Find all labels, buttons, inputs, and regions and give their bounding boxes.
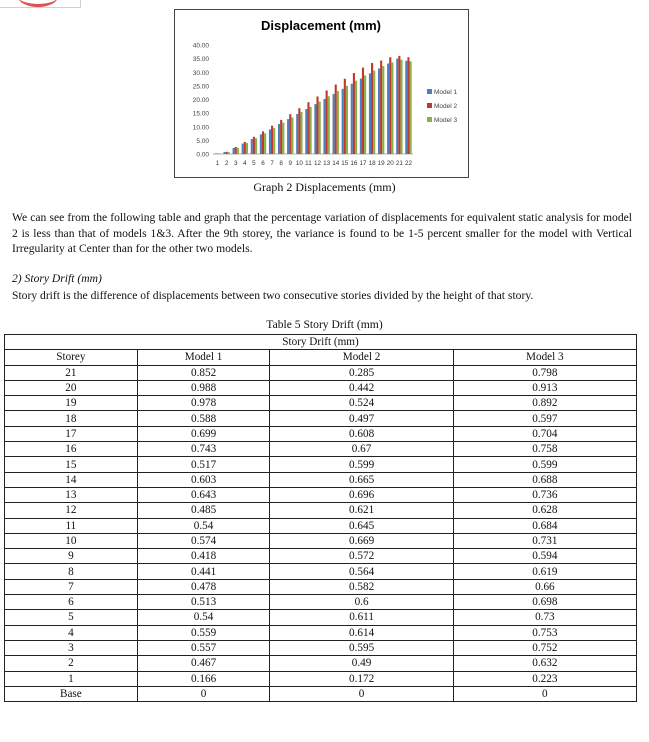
bar-model-2 [289,114,291,154]
chart-legend [427,89,458,124]
table-cell: 13 [5,487,138,502]
table-cell: 18 [5,411,138,426]
table-cell: 0.852 [137,365,270,380]
x-tick-label: 21 [395,160,403,167]
x-tick-label: 22 [404,160,412,167]
table-cell: 0.73 [453,610,636,625]
table-cell: 11 [5,518,138,533]
bar-model-2 [344,79,346,154]
table-cell: 0 [270,686,453,701]
y-tick-label: 0.00 [196,151,209,159]
bar-model-3 [337,91,339,154]
bar-model-1 [342,89,344,154]
table-row [5,595,637,610]
table-cell: 0.892 [453,396,636,411]
table-cell: 0.645 [270,518,453,533]
y-tick-label: 20.00 [192,97,209,104]
table-cell: 0.66 [453,579,636,594]
bar-model-1 [387,64,389,154]
table-row [5,487,637,502]
x-tick-label: 6 [261,160,265,167]
x-tick-label: 19 [377,160,385,167]
bar-model-3 [300,112,302,154]
table-body [5,365,637,702]
x-tick-label: 20 [386,160,394,167]
table-cell: 8 [5,564,138,579]
table-cell: 0.582 [270,579,453,594]
bar-model-1 [269,129,271,154]
table-row [5,610,637,625]
legend-swatch [427,89,432,94]
table-cell: 0.441 [137,564,270,579]
x-tick-label: 18 [368,160,376,167]
bar-model-3 [400,60,402,154]
table-cell: 2 [5,656,138,671]
bar-model-2 [271,126,273,154]
bar-model-1 [351,84,353,154]
table-row [5,380,637,395]
table-cell: 21 [5,365,138,380]
table-cell: 0.497 [270,411,453,426]
bar-model-3 [228,152,230,154]
table-cell: 0.736 [453,487,636,502]
bar-model-3 [246,143,248,154]
table-row [5,579,637,594]
bar-model-2 [226,152,228,154]
table-merged-header: Story Drift (mm) [5,335,637,350]
y-tick-label: 15.00 [192,110,209,118]
table-row [5,671,637,686]
table-cell: 0 [137,686,270,701]
bar-model-3 [237,148,239,154]
table-row [5,365,637,380]
column-header-model-1: Model 1 [137,350,270,365]
table-cell: 0.467 [137,656,270,671]
table-cell: 0.524 [270,396,453,411]
bar-model-3 [282,123,284,154]
table-cell: 0.599 [270,457,453,472]
table-cell: 0.608 [270,426,453,441]
table-cell: 0.594 [453,549,636,564]
bar-model-2 [398,56,400,154]
displacement-chart [174,9,469,178]
bar-model-2 [407,57,409,154]
column-header-model-3: Model 3 [453,350,636,365]
table-cell: 19 [5,396,138,411]
table-cell: 0.49 [270,656,453,671]
table-cell: 16 [5,442,138,457]
bar-model-3 [373,71,375,154]
bar-model-2 [298,108,300,154]
bar-model-3 [310,107,312,154]
legend-swatch [427,103,432,108]
bar-model-1 [296,114,298,154]
table-cell: 0.557 [137,640,270,655]
table-cell: 3 [5,640,138,655]
bar-series [214,56,411,154]
table-cell: 0.418 [137,549,270,564]
bar-model-2 [307,102,309,154]
bar-model-2 [262,131,264,154]
table-cell: 0.285 [270,365,453,380]
bar-model-3 [273,128,275,154]
table-cell: 0.632 [453,656,636,671]
x-tick-label: 5 [252,160,256,167]
y-tick-label: 35.00 [192,56,209,64]
x-tick-label: 3 [233,160,238,167]
bar-model-3 [328,96,330,154]
table-cell: 6 [5,595,138,610]
bar-model-3 [346,86,348,154]
table-title: Table 5 Story Drift (mm) [266,318,383,331]
table-cell: 0.988 [137,380,270,395]
story-drift-table [4,334,637,702]
table-cell: 0.6 [270,595,453,610]
bar-model-2 [316,97,318,155]
table-cell: 0.574 [137,533,270,548]
bar-model-2 [362,68,364,154]
table-cell: 10 [5,533,138,548]
bar-model-2 [335,85,337,154]
bar-model-1 [260,134,262,154]
table-cell: 4 [5,625,138,640]
table-cell: 0.485 [137,503,270,518]
paragraph-story-drift-definition: Story drift is the difference of displacements between two consecutive stories divided by the height of that story. [12,289,534,302]
table-cell: 15 [5,457,138,472]
table-cell: 0.731 [453,533,636,548]
table-row [5,518,637,533]
x-tick-label: 1 [215,160,220,167]
chart-title: Displacement (mm) [261,18,381,33]
x-tick-label: 2 [224,160,229,167]
table-cell: 0.166 [137,671,270,686]
table-cell: 0.564 [270,564,453,579]
bar-model-3 [255,138,257,154]
table-cell: 0.704 [453,426,636,441]
table-cell: 0.588 [137,411,270,426]
bar-model-1 [360,79,362,154]
bar-model-2 [235,147,237,154]
table-row [5,472,637,487]
bar-model-3 [364,76,366,154]
legend-label: Model 3 [434,117,458,124]
table-cell: 0.669 [270,533,453,548]
graph-caption: Graph 2 Displacements (mm) [253,180,396,194]
bar-model-3 [264,133,266,154]
table-row [5,640,637,655]
bar-model-2 [253,137,255,154]
table-row [5,503,637,518]
table-cell: 0.603 [137,472,270,487]
table-cell: 0.478 [137,579,270,594]
table-cell: 0.513 [137,595,270,610]
table-cell: 0.684 [453,518,636,533]
table-cell: 7 [5,579,138,594]
bar-model-3 [410,61,412,154]
table-cell: 0.614 [270,625,453,640]
table-row [5,549,637,564]
table-cell: 5 [5,610,138,625]
table-row [5,686,637,701]
bar-model-1 [314,104,316,154]
table-cell: 0.628 [453,503,636,518]
table-row [5,396,637,411]
chart-canvas [175,10,468,177]
bar-model-2 [244,142,246,154]
bar-model-1 [369,73,371,154]
bar-model-3 [391,62,393,154]
table-cell: 0.978 [137,396,270,411]
bar-model-2 [371,63,373,154]
x-tick-label: 11 [305,160,312,167]
table-cell: Base [5,686,138,701]
table-cell: 0.595 [270,640,453,655]
bar-model-2 [216,153,218,154]
x-tick-label: 8 [279,160,283,167]
section-heading-story-drift: 2) Story Drift (mm) [12,272,102,285]
table-row [5,625,637,640]
x-tick-label: 13 [323,160,331,167]
table-cell: 0.753 [453,625,636,640]
table-cell: 0.619 [453,564,636,579]
bar-model-1 [287,119,289,154]
table-cell: 0.643 [137,487,270,502]
x-tick-label: 4 [243,160,247,167]
y-tick-label: 25.00 [192,83,209,91]
table-cell: 9 [5,549,138,564]
y-tick-label: 40.00 [192,42,209,50]
bar-model-1 [323,99,325,154]
table-cell: 0 [453,686,636,701]
bar-model-1 [223,152,225,154]
table-row [5,564,637,579]
table-cell: 0.599 [453,457,636,472]
x-tick-label: 10 [295,160,303,167]
bar-model-3 [355,81,357,154]
y-axis [193,43,210,159]
bar-model-1 [405,61,407,154]
table-cell: 0.913 [453,380,636,395]
bar-model-2 [389,57,391,154]
bar-model-1 [242,144,244,154]
table-cell: 0.758 [453,442,636,457]
bar-model-1 [278,124,280,154]
x-tick-label: 12 [314,160,322,167]
y-tick-label: 10.00 [192,124,209,132]
table-cell: 0.572 [270,549,453,564]
bar-model-3 [219,153,221,154]
table-row [5,442,637,457]
x-tick-label: 16 [350,160,358,167]
table-row [5,656,637,671]
table-row [5,457,637,472]
table-cell: 0.665 [270,472,453,487]
table-cell: 0.611 [270,610,453,625]
x-tick-label: 17 [359,160,367,167]
bar-model-2 [380,61,382,154]
table-cell: 0.698 [453,595,636,610]
bar-model-1 [214,153,216,154]
table-cell: 0.621 [270,503,453,518]
bar-model-3 [319,102,321,154]
x-tick-label: 14 [332,160,340,167]
table-cell: 0.597 [453,411,636,426]
header-decoration [0,0,81,8]
bar-model-3 [382,66,384,154]
table-cell: 0.54 [137,610,270,625]
table-row [5,411,637,426]
table-cell: 0.559 [137,625,270,640]
table-cell: 0.699 [137,426,270,441]
bar-model-1 [251,139,253,154]
table-row [5,426,637,441]
column-header-model-2: Model 2 [270,350,453,365]
column-header-storey: Storey [5,350,138,365]
legend-swatch [427,117,432,122]
x-tick-label: 15 [341,160,349,167]
bar-model-3 [291,117,293,154]
table-cell: 0.223 [453,671,636,686]
header-arc [18,0,58,7]
table-cell: 0.743 [137,442,270,457]
table-cell: 0.688 [453,472,636,487]
bar-model-1 [333,94,335,154]
table-cell: 1 [5,671,138,686]
table-cell: 0.67 [270,442,453,457]
y-tick-label: 5.00 [196,137,209,145]
bar-model-1 [396,59,398,154]
table-cell: 0.798 [453,365,636,380]
bar-model-2 [280,120,282,154]
table-cell: 0.54 [137,518,270,533]
table-cell: 0.172 [270,671,453,686]
x-axis [216,160,413,167]
table-cell: 0.752 [453,640,636,655]
table-cell: 14 [5,472,138,487]
bar-model-1 [305,109,307,154]
bar-model-1 [233,148,235,154]
paragraph-displacement-discussion: We can see from the following table and graph that the percentage variation of displacements for equivalent static analysis for model 2 is less than that of models 1&3. After the 9th storey, the variance is found to be 1-5 percent smaller for the model with Vertical Irregularity at Center than for the other two models. [12,211,632,255]
legend-label: Model 1 [434,89,458,96]
table-row [5,533,637,548]
table-cell: 0.442 [270,380,453,395]
table-cell: 0.517 [137,457,270,472]
bar-model-2 [326,91,328,154]
x-tick-label: 9 [288,160,293,167]
bar-model-1 [378,68,380,154]
y-tick-label: 30.00 [192,69,209,77]
bar-model-2 [353,73,355,154]
table-cell: 20 [5,380,138,395]
table-cell: 0.696 [270,487,453,502]
legend-label: Model 2 [434,103,458,110]
table-cell: 17 [5,426,138,441]
x-tick-label: 7 [270,160,274,167]
table-cell: 12 [5,503,138,518]
